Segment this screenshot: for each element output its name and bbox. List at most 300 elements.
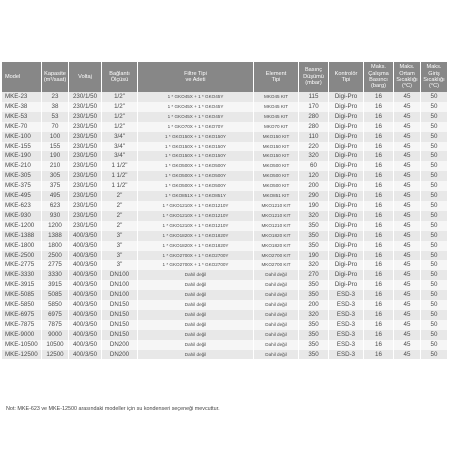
table-cell: 320 bbox=[299, 211, 329, 221]
table-cell: 1 * GKO500X + 1 * GKO500Y bbox=[138, 181, 254, 191]
table-cell: 60 bbox=[299, 161, 329, 171]
column-header: Voltaj bbox=[69, 62, 102, 92]
table-cell: 3/4" bbox=[102, 151, 138, 161]
table-cell: ESD-3 bbox=[329, 340, 364, 350]
table-cell: 1800 bbox=[42, 241, 69, 251]
table-cell: 2" bbox=[102, 221, 138, 231]
table-cell: 320 bbox=[299, 310, 329, 320]
table-cell: MKO70 KIT bbox=[254, 122, 299, 132]
table-cell: ESD-3 bbox=[329, 350, 364, 360]
table-cell: 1 * GKO1210X + 1 * GKO1210Y bbox=[138, 211, 254, 221]
table-cell: 50 bbox=[421, 142, 448, 152]
table-row bbox=[2, 161, 448, 171]
table-cell: Digi-Pro bbox=[329, 181, 364, 191]
table-cell: Digi-Pro bbox=[329, 221, 364, 231]
table-cell: 400/3/50 bbox=[69, 310, 102, 320]
table-cell: MKE-155 bbox=[2, 142, 42, 152]
table-cell: Dahil değil bbox=[254, 310, 299, 320]
table-cell: 3/4" bbox=[102, 142, 138, 152]
table-cell: Dahil değil bbox=[254, 280, 299, 290]
table-cell: 1 1/2" bbox=[102, 171, 138, 181]
table-row bbox=[2, 310, 448, 320]
table-cell: 1 * GKO851X + 1 * GKO851Y bbox=[138, 191, 254, 201]
table-cell: 16 bbox=[364, 171, 394, 181]
table-cell: 3330 bbox=[42, 270, 69, 280]
table-cell: 16 bbox=[364, 92, 394, 102]
table-cell: Dahil değil bbox=[138, 350, 254, 360]
table-cell: MKE-100 bbox=[2, 132, 42, 142]
table-cell: 400/3/50 bbox=[69, 340, 102, 350]
table-cell: 115 bbox=[299, 92, 329, 102]
table-row bbox=[2, 290, 448, 300]
table-cell: 1/2" bbox=[102, 122, 138, 132]
table-cell: 23 bbox=[42, 92, 69, 102]
table-row bbox=[2, 122, 448, 132]
table-cell: 230/1/50 bbox=[69, 181, 102, 191]
table-cell: 400/3/50 bbox=[69, 350, 102, 360]
table-cell: MKE-23 bbox=[2, 92, 42, 102]
column-header: Model bbox=[2, 62, 42, 92]
table-cell: MKE-3915 bbox=[2, 280, 42, 290]
table-cell: Digi-Pro bbox=[329, 270, 364, 280]
table-cell: MKE-7875 bbox=[2, 320, 42, 330]
table-cell: 45 bbox=[394, 132, 421, 142]
table-cell: 50 bbox=[421, 260, 448, 270]
table-cell: 16 bbox=[364, 102, 394, 112]
table-cell: MKO45 KIT bbox=[254, 112, 299, 122]
table-cell: MKE-1800 bbox=[2, 241, 42, 251]
table-cell: 350 bbox=[299, 221, 329, 231]
table-cell: 1 * GKO1820X + 1 * GKO1820Y bbox=[138, 231, 254, 241]
table-cell: 50 bbox=[421, 92, 448, 102]
table-cell: 200 bbox=[299, 181, 329, 191]
table-cell: 50 bbox=[421, 151, 448, 161]
table-cell: 16 bbox=[364, 260, 394, 270]
table-cell: 16 bbox=[364, 221, 394, 231]
table-cell: 50 bbox=[421, 300, 448, 310]
table-row bbox=[2, 350, 448, 360]
table-cell: 350 bbox=[299, 241, 329, 251]
table-row bbox=[2, 340, 448, 350]
table-row bbox=[2, 151, 448, 161]
table-cell: Dahil değil bbox=[254, 300, 299, 310]
table-cell: Digi-Pro bbox=[329, 171, 364, 181]
table-cell: 1 * GKO45X + 1 * GKO45Y bbox=[138, 102, 254, 112]
table-cell: MKE-495 bbox=[2, 191, 42, 201]
table-cell: 623 bbox=[42, 201, 69, 211]
table-cell: 45 bbox=[394, 310, 421, 320]
table-cell: 70 bbox=[42, 122, 69, 132]
table-cell: Dahil değil bbox=[138, 280, 254, 290]
footnote: Not: MKE-623 ve MKE-12500 arasındaki modeller için su kondenseri seçeneği mevcuttur. bbox=[6, 406, 220, 412]
table-cell: 3915 bbox=[42, 280, 69, 290]
table-cell: 270 bbox=[299, 270, 329, 280]
table-cell: 230/1/50 bbox=[69, 171, 102, 181]
table-cell: 200 bbox=[299, 300, 329, 310]
table-cell: 1 * GKO150X + 1 * GKO150Y bbox=[138, 132, 254, 142]
table-cell: 45 bbox=[394, 260, 421, 270]
table-cell: 5850 bbox=[42, 300, 69, 310]
table-cell: 170 bbox=[299, 102, 329, 112]
table-cell: Dahil değil bbox=[254, 270, 299, 280]
table-cell: DN150 bbox=[102, 320, 138, 330]
table-cell: 1 * GKO1820X + 1 * GKO1820Y bbox=[138, 241, 254, 251]
table-cell: 375 bbox=[42, 181, 69, 191]
column-header: Filtre Tipi ve Adeti bbox=[138, 62, 254, 92]
table-cell: Digi-Pro bbox=[329, 280, 364, 290]
table-cell: 53 bbox=[42, 112, 69, 122]
table-cell: 9000 bbox=[42, 330, 69, 340]
table-cell: 2775 bbox=[42, 260, 69, 270]
table-cell: DN200 bbox=[102, 350, 138, 360]
table-cell: 280 bbox=[299, 122, 329, 132]
table-cell: 45 bbox=[394, 251, 421, 261]
table-cell: 50 bbox=[421, 221, 448, 231]
table-cell: 50 bbox=[421, 310, 448, 320]
table-cell: Dahil değil bbox=[254, 330, 299, 340]
table-cell: 1/2" bbox=[102, 102, 138, 112]
table-cell: MKE-38 bbox=[2, 102, 42, 112]
table-cell: 1 * GKO45X + 1 * GKO45Y bbox=[138, 92, 254, 102]
table-cell: 7875 bbox=[42, 320, 69, 330]
table-cell: 1 * GKO150X + 1 * GKO150Y bbox=[138, 151, 254, 161]
table-cell: DN100 bbox=[102, 290, 138, 300]
table-cell: 400/3/50 bbox=[69, 320, 102, 330]
table-cell: Dahil değil bbox=[138, 310, 254, 320]
table-cell: Digi-Pro bbox=[329, 122, 364, 132]
table-cell: 350 bbox=[299, 320, 329, 330]
table-cell: 45 bbox=[394, 330, 421, 340]
table-cell: 16 bbox=[364, 151, 394, 161]
table-cell: 1 1/2" bbox=[102, 181, 138, 191]
table-cell: 1 * GKO1210X + 1 * GKO1210Y bbox=[138, 201, 254, 211]
table-cell: 400/3/50 bbox=[69, 270, 102, 280]
table-cell: DN150 bbox=[102, 330, 138, 340]
table-cell: 45 bbox=[394, 151, 421, 161]
table-cell: MKO1210 KIT bbox=[254, 211, 299, 221]
table-cell: Digi-Pro bbox=[329, 132, 364, 142]
table-cell: MKE-1200 bbox=[2, 221, 42, 231]
table-cell: DN100 bbox=[102, 280, 138, 290]
table-cell: 1 * GKO1210X + 1 * GKO1210Y bbox=[138, 221, 254, 231]
table-cell: 50 bbox=[421, 280, 448, 290]
table-cell: 6975 bbox=[42, 310, 69, 320]
table-cell: ESD-3 bbox=[329, 330, 364, 340]
table-cell: 3" bbox=[102, 260, 138, 270]
table-row bbox=[2, 241, 448, 251]
table-cell: MKO500 KIT bbox=[254, 161, 299, 171]
table-cell: MKO1820 KIT bbox=[254, 241, 299, 251]
table-cell: 16 bbox=[364, 201, 394, 211]
table-cell: 230/1/50 bbox=[69, 102, 102, 112]
table-cell: 190 bbox=[42, 151, 69, 161]
table-cell: 45 bbox=[394, 340, 421, 350]
table-cell: 230/1/50 bbox=[69, 92, 102, 102]
table-cell: 320 bbox=[299, 151, 329, 161]
table-cell: 45 bbox=[394, 231, 421, 241]
table-row bbox=[2, 231, 448, 241]
table-cell: 400/3/50 bbox=[69, 330, 102, 340]
table-cell: 45 bbox=[394, 211, 421, 221]
table-cell: 1/2" bbox=[102, 92, 138, 102]
table-cell: 50 bbox=[421, 290, 448, 300]
table-cell: 50 bbox=[421, 191, 448, 201]
table-cell: 16 bbox=[364, 290, 394, 300]
table-cell: MKO150 KIT bbox=[254, 132, 299, 142]
table-cell: MKE-623 bbox=[2, 201, 42, 211]
table-cell: 1 * GKO45X + 1 * GKO45Y bbox=[138, 112, 254, 122]
table-cell: Dahil değil bbox=[254, 350, 299, 360]
table-row bbox=[2, 221, 448, 231]
table-cell: Digi-Pro bbox=[329, 102, 364, 112]
table-cell: 16 bbox=[364, 112, 394, 122]
table-row bbox=[2, 102, 448, 112]
table-cell: MKO1210 KIT bbox=[254, 201, 299, 211]
table-row bbox=[2, 300, 448, 310]
table-cell: 16 bbox=[364, 122, 394, 132]
table-cell: 45 bbox=[394, 191, 421, 201]
table-cell: 50 bbox=[421, 211, 448, 221]
table-cell: MKO1210 KIT bbox=[254, 221, 299, 231]
table-cell: ESD-3 bbox=[329, 290, 364, 300]
table-cell: 230/1/50 bbox=[69, 112, 102, 122]
table-row bbox=[2, 132, 448, 142]
table-cell: 3" bbox=[102, 241, 138, 251]
table-cell: 350 bbox=[299, 340, 329, 350]
table-cell: MKE-5850 bbox=[2, 300, 42, 310]
table-cell: MKE-2775 bbox=[2, 260, 42, 270]
table-cell: MKE-70 bbox=[2, 122, 42, 132]
table-body bbox=[2, 92, 448, 359]
table-cell: 16 bbox=[364, 181, 394, 191]
table-cell: ESD-3 bbox=[329, 320, 364, 330]
table-cell: DN150 bbox=[102, 300, 138, 310]
table-cell: 16 bbox=[364, 310, 394, 320]
table-cell: 3" bbox=[102, 251, 138, 261]
table-cell: Dahil değil bbox=[138, 300, 254, 310]
table-cell: 50 bbox=[421, 181, 448, 191]
table-cell: 16 bbox=[364, 241, 394, 251]
table-cell: MKO150 KIT bbox=[254, 142, 299, 152]
table-cell: 2" bbox=[102, 201, 138, 211]
table-cell: MKE-6975 bbox=[2, 310, 42, 320]
table-cell: Dahil değil bbox=[138, 270, 254, 280]
table-cell: MKO500 KIT bbox=[254, 171, 299, 181]
table-cell: 45 bbox=[394, 221, 421, 231]
table-cell: 16 bbox=[364, 320, 394, 330]
table-cell: 230/1/50 bbox=[69, 122, 102, 132]
table-cell: 930 bbox=[42, 211, 69, 221]
table-cell: 400/3/50 bbox=[69, 231, 102, 241]
table-cell: 45 bbox=[394, 102, 421, 112]
table-cell: 45 bbox=[394, 270, 421, 280]
table-cell: 50 bbox=[421, 171, 448, 181]
table-row bbox=[2, 201, 448, 211]
table-cell: 50 bbox=[421, 102, 448, 112]
table-cell: 230/1/50 bbox=[69, 201, 102, 211]
table-cell: 16 bbox=[364, 270, 394, 280]
table-cell: DN100 bbox=[102, 270, 138, 280]
table-cell: 50 bbox=[421, 320, 448, 330]
table-cell: 1388 bbox=[42, 231, 69, 241]
table-cell: 16 bbox=[364, 350, 394, 360]
table-cell: 45 bbox=[394, 201, 421, 211]
column-header: Kontrolör Tipi bbox=[329, 62, 364, 92]
table-cell: ESD-3 bbox=[329, 310, 364, 320]
table-cell: MKE-5085 bbox=[2, 290, 42, 300]
spec-table bbox=[2, 62, 448, 359]
table-cell: Dahil değil bbox=[138, 290, 254, 300]
table-cell: MKE-3330 bbox=[2, 270, 42, 280]
table-cell: DN200 bbox=[102, 340, 138, 350]
table-cell: 190 bbox=[299, 251, 329, 261]
table-cell: MKE-12500 bbox=[2, 350, 42, 360]
table-cell: 100 bbox=[42, 132, 69, 142]
table-cell: 400/3/50 bbox=[69, 260, 102, 270]
table-cell: 280 bbox=[299, 112, 329, 122]
table-cell: 2500 bbox=[42, 251, 69, 261]
table-cell: 230/1/50 bbox=[69, 221, 102, 231]
table-cell: MKO851 KIT bbox=[254, 191, 299, 201]
table-cell: Dahil değil bbox=[254, 320, 299, 330]
table-cell: Digi-Pro bbox=[329, 191, 364, 201]
table-cell: Digi-Pro bbox=[329, 211, 364, 221]
table-cell: 16 bbox=[364, 330, 394, 340]
table-cell: 190 bbox=[299, 201, 329, 211]
table-cell: 230/1/50 bbox=[69, 191, 102, 201]
table-cell: 16 bbox=[364, 251, 394, 261]
table-cell: 290 bbox=[299, 191, 329, 201]
table-cell: 400/3/50 bbox=[69, 241, 102, 251]
table-cell: 400/3/50 bbox=[69, 280, 102, 290]
table-cell: 495 bbox=[42, 191, 69, 201]
table-cell: Digi-Pro bbox=[329, 231, 364, 241]
table-cell: Digi-Pro bbox=[329, 92, 364, 102]
table-cell: 1 * GKO70X + 1 * GKO70Y bbox=[138, 122, 254, 132]
table-cell: 350 bbox=[299, 290, 329, 300]
table-cell: 350 bbox=[299, 350, 329, 360]
table-cell: MKO150 KIT bbox=[254, 151, 299, 161]
table-cell: Dahil değil bbox=[138, 320, 254, 330]
table-cell: MKO45 KIT bbox=[254, 102, 299, 112]
table-cell: MKE-190 bbox=[2, 151, 42, 161]
table-cell: 50 bbox=[421, 251, 448, 261]
table-cell: 1 * GKO150X + 1 * GKO150Y bbox=[138, 142, 254, 152]
table-cell: 10500 bbox=[42, 340, 69, 350]
table-cell: Digi-Pro bbox=[329, 241, 364, 251]
table-cell: 400/3/50 bbox=[69, 290, 102, 300]
table-cell: 350 bbox=[299, 280, 329, 290]
table-row bbox=[2, 330, 448, 340]
table-cell: 220 bbox=[299, 142, 329, 152]
table-cell: MKE-10500 bbox=[2, 340, 42, 350]
table-header bbox=[2, 62, 448, 92]
table-cell: Dahil değil bbox=[138, 330, 254, 340]
column-header: Element Tipi bbox=[254, 62, 299, 92]
column-header: Maks. Giriş Sıcaklığı (°C) bbox=[421, 62, 448, 92]
table-cell: 50 bbox=[421, 330, 448, 340]
table-cell: 230/1/50 bbox=[69, 151, 102, 161]
table-cell: MKE-9000 bbox=[2, 330, 42, 340]
table-row bbox=[2, 92, 448, 102]
table-cell: 230/1/50 bbox=[69, 142, 102, 152]
table-cell: 50 bbox=[421, 270, 448, 280]
table-cell: 50 bbox=[421, 231, 448, 241]
table-cell: 16 bbox=[364, 142, 394, 152]
table-cell: Dahil değil bbox=[138, 340, 254, 350]
table-cell: 38 bbox=[42, 102, 69, 112]
table-cell: MKO2700 KIT bbox=[254, 251, 299, 261]
table-cell: 45 bbox=[394, 161, 421, 171]
table-row bbox=[2, 171, 448, 181]
table-cell: 45 bbox=[394, 112, 421, 122]
table-cell: MKE-2500 bbox=[2, 251, 42, 261]
table-row bbox=[2, 280, 448, 290]
table-cell: 1/2" bbox=[102, 112, 138, 122]
table-row bbox=[2, 142, 448, 152]
table-cell: 45 bbox=[394, 92, 421, 102]
table-cell: DN150 bbox=[102, 310, 138, 320]
table-cell: 16 bbox=[364, 132, 394, 142]
table-cell: 3/4" bbox=[102, 132, 138, 142]
table-row bbox=[2, 251, 448, 261]
table-cell: 2" bbox=[102, 191, 138, 201]
table-cell: 155 bbox=[42, 142, 69, 152]
table-cell: 45 bbox=[394, 290, 421, 300]
table-cell: 50 bbox=[421, 201, 448, 211]
column-header: Bağlantı Ölçüsü bbox=[102, 62, 138, 92]
table-cell: 50 bbox=[421, 122, 448, 132]
table-cell: 230/1/50 bbox=[69, 161, 102, 171]
table-cell: 45 bbox=[394, 241, 421, 251]
table-row bbox=[2, 320, 448, 330]
table-cell: MKO500 KIT bbox=[254, 181, 299, 191]
table-cell: Digi-Pro bbox=[329, 260, 364, 270]
column-header: Maks. Çalışma Basıncı (barg) bbox=[364, 62, 394, 92]
table-cell: Dahil değil bbox=[254, 290, 299, 300]
table-cell: Dahil değil bbox=[254, 340, 299, 350]
table-cell: MKO2700 KIT bbox=[254, 260, 299, 270]
table-cell: 12500 bbox=[42, 350, 69, 360]
table-cell: 16 bbox=[364, 280, 394, 290]
table-cell: 400/3/50 bbox=[69, 251, 102, 261]
table-row bbox=[2, 211, 448, 221]
table-row bbox=[2, 260, 448, 270]
table-cell: 3" bbox=[102, 231, 138, 241]
table-cell: 16 bbox=[364, 161, 394, 171]
table-cell: 45 bbox=[394, 280, 421, 290]
table-cell: 50 bbox=[421, 350, 448, 360]
table-cell: Digi-Pro bbox=[329, 251, 364, 261]
table-cell: MKE-375 bbox=[2, 181, 42, 191]
table-cell: 1 * GKO2700X + 1 * GKO2700Y bbox=[138, 260, 254, 270]
column-header: Maks. Ortam Sıcaklığı (°C) bbox=[394, 62, 421, 92]
table-cell: 45 bbox=[394, 171, 421, 181]
table-cell: MKE-305 bbox=[2, 171, 42, 181]
table-cell: 45 bbox=[394, 142, 421, 152]
table-cell: 50 bbox=[421, 340, 448, 350]
table-cell: 1 * GKO2700X + 1 * GKO2700Y bbox=[138, 251, 254, 261]
table-cell: 1200 bbox=[42, 221, 69, 231]
table-cell: 5085 bbox=[42, 290, 69, 300]
table-row bbox=[2, 112, 448, 122]
table-cell: MKO45 KIT bbox=[254, 92, 299, 102]
table-cell: 110 bbox=[299, 132, 329, 142]
table-cell: MKE-210 bbox=[2, 161, 42, 171]
table-cell: 16 bbox=[364, 300, 394, 310]
table-cell: 45 bbox=[394, 300, 421, 310]
table-cell: 16 bbox=[364, 340, 394, 350]
